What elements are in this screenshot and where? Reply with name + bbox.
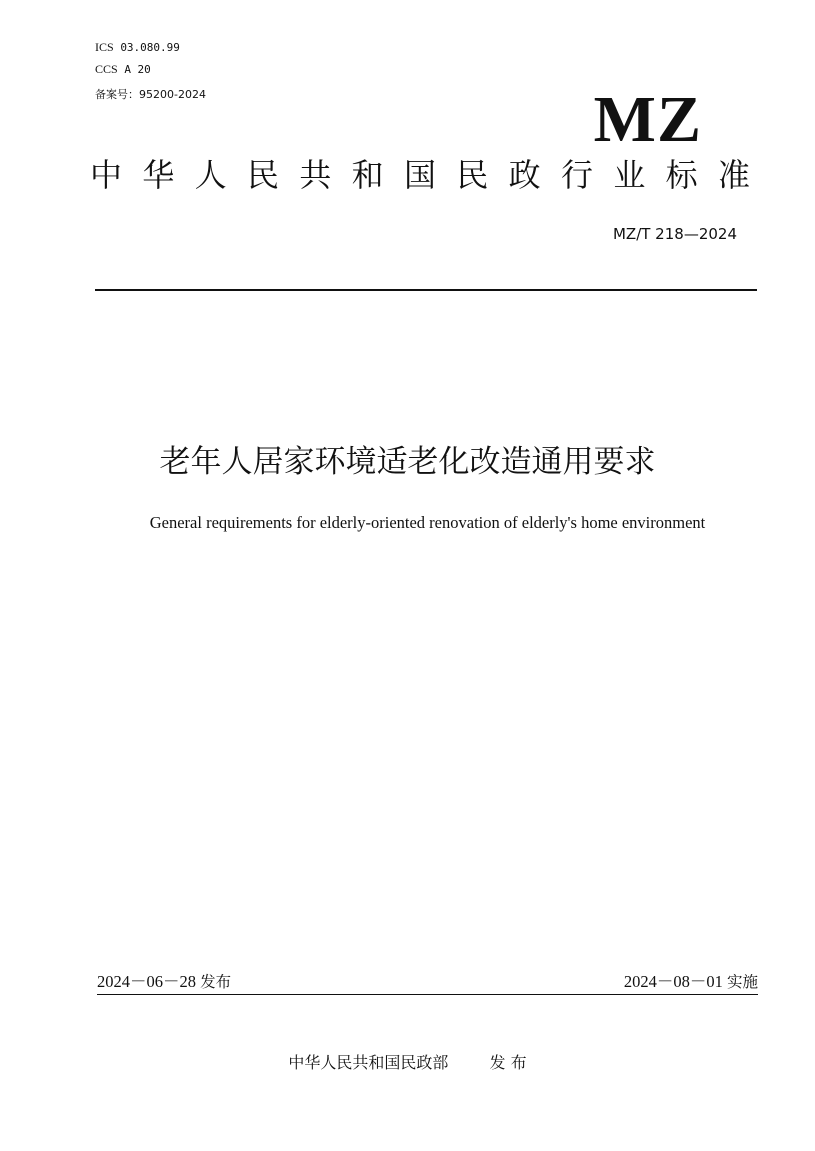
- document-title-chinese: 老年人居家环境适老化改造通用要求: [159, 444, 656, 480]
- document-title-english: General requirements for elderly-oriented renovation of elderly's home environment: [149, 513, 706, 532]
- publish-date-line: [97, 971, 231, 993]
- publish-label: 发布: [200, 973, 232, 991]
- ics-label: ICS: [95, 40, 114, 54]
- implement-label: 实施: [726, 973, 758, 991]
- issuer-name: 中华人民共和国民政部: [288, 1053, 449, 1072]
- issuer-line: [0, 1051, 815, 1075]
- ics-code: [95, 40, 180, 55]
- filing-number: 备案号：95200-2024: [95, 88, 206, 101]
- standard-number: MZ/T 218—2024: [612, 225, 737, 243]
- implement-date: 2024－08－01: [623, 972, 723, 991]
- ccs-code: [95, 62, 151, 77]
- standard-category-title: 中 华 人 民 共 和 国 民 政 行 业 标 准: [90, 156, 750, 194]
- ccs-value: A 20: [124, 63, 151, 76]
- mz-logo: MZ: [593, 83, 702, 156]
- ccs-label: CCS: [95, 62, 118, 76]
- publish-date: 2024－06－28: [97, 972, 196, 991]
- ics-value: 03.080.99: [120, 41, 180, 54]
- header-divider: [95, 289, 757, 291]
- implement-date-line: [624, 971, 758, 993]
- footer-divider: [97, 994, 758, 995]
- issuer-action: 发 布: [489, 1053, 527, 1072]
